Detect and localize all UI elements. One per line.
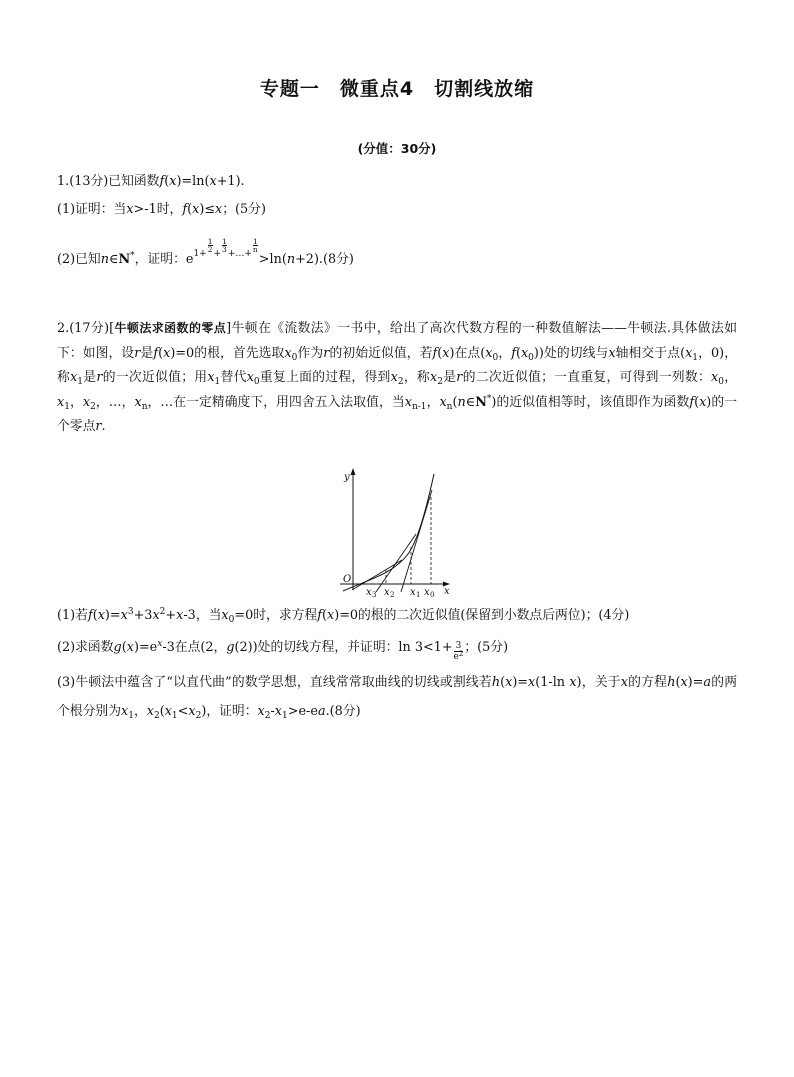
x2-label: x: [384, 587, 390, 597]
x1-sub: 1: [416, 591, 421, 597]
x3-sub: 3: [372, 591, 377, 597]
x3-label: x: [366, 587, 372, 597]
score-note: (分值：30分): [357, 141, 437, 156]
x-label: x: [444, 586, 450, 597]
tangent-at-x2: [352, 560, 402, 590]
newton-method-figure: [338, 462, 458, 597]
y-label: y: [344, 472, 350, 483]
x0-sub: 0: [430, 591, 435, 597]
x0-label: x: [424, 587, 430, 597]
q1-part2: (2)已知n∈N*，证明：$e^{1+ \frac{1}{2} + \frac{1}{3} +\dots+ \frac{1}{n}}$ >ln(n+2).(8分): [57, 237, 354, 267]
q1-stem: 1.(13分)已知函数f(x)=ln(x+1).: [57, 174, 245, 189]
q1-part1: (1)证明：当x>-1时，f(x)≤x；(5分): [57, 202, 266, 217]
y-axis-arrow: [351, 468, 356, 475]
page-title: 专题一 微重点4 切割线放缩: [259, 78, 535, 100]
x1-label: x: [410, 587, 416, 597]
q2-part3: (3)牛顿法中蕴含了“以直代曲”的数学思想，直线常常取曲线的切线或割线若h(x)=x(1-ln x)，关于x的方程h(x)=a的两个根分别为$x_1$，$x_2(x_1<x_2)$，证明：$x_2-x_1>e-ea.(8$分): [57, 675, 738, 721]
q2-part1: (1)若$f(x)=x^3+3x^2+x-3$，当$x_0=0$时，求方程f(x)=0的根的二次近似值(保留到小数点后两位)；(4分): [57, 607, 630, 625]
tangent-at-x0: [401, 490, 432, 592]
origin-label: O: [343, 574, 352, 585]
q2-topic-tag: 牛顿法求函数的零点: [114, 321, 227, 335]
q2-intro: 2.(17分)[牛顿法求函数的零点]牛顿在《流数法》一书中，给出了高次代数方程的一种数值解法——牛顿法.具体做法如下：如图，设r是f(x)=0的根，首先选取$x_0$作为r的初始近似值，若f(x)在点($x_0$，$f(x_0)$)处的切线与x轴相交于点($x_1$，0)，称$x_1$是r的一次近似值；用$x_1$替代$x_0$重复上面的过程，得到$x_2$，称$x_2$是r的二次近似值；一直重复，可得到一列数：$x_0$，$x_1$，$x_2$，…，$x_n$，…在一定精确度下，用四舍五入法取值，当$x_{n-1}$，$x_n(n\in N^*)$的近似值相等时，该值即作为函数f(x)的一个零点r.: [57, 321, 738, 435]
x2-sub: 2: [390, 591, 395, 597]
q2-part2: (2)求函数$g(x)=e^x-3$在点(2，g(2))处的切线方程，并证明：ln 3<1+ $\frac{3}{e^2}$ ；(5分): [57, 639, 509, 662]
